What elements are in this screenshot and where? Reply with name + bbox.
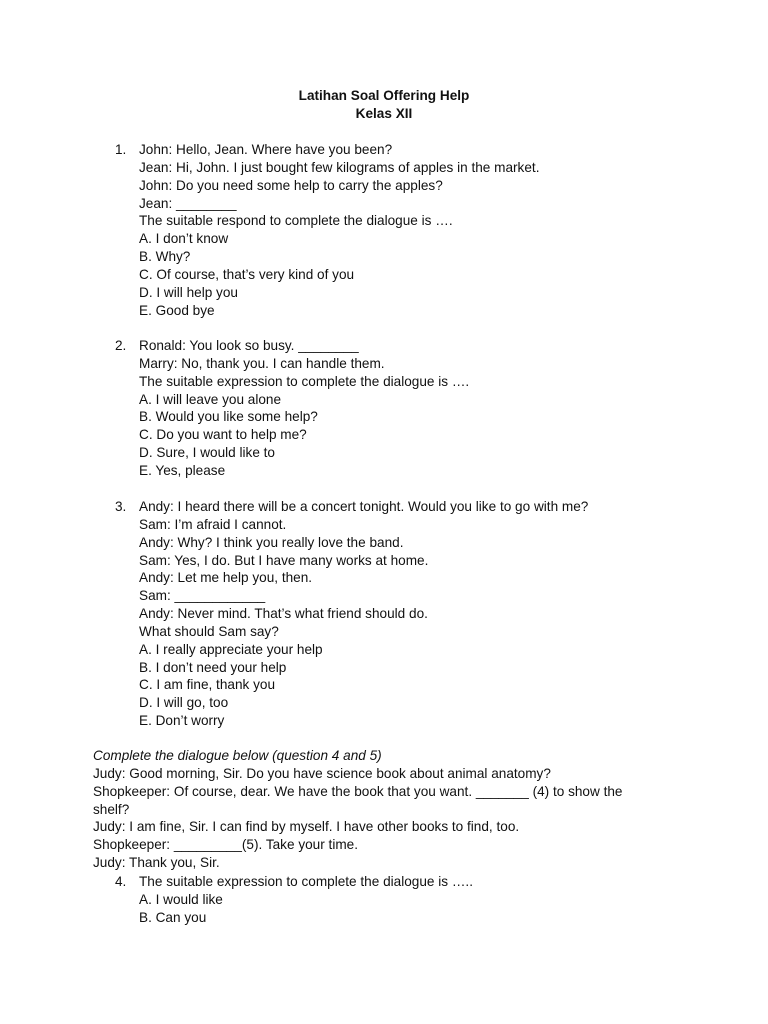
answer-option-e: E. Good bye — [139, 302, 215, 318]
answer-option-c: C. I am fine, thank you — [139, 677, 276, 693]
title-block — [0, 87, 768, 123]
question-line: John: Do you need some help to carry the apples? — [139, 177, 443, 193]
answer-option-c: C. Do you want to help me? — [139, 427, 307, 443]
question-3 — [115, 498, 588, 730]
question-number: 3. — [115, 499, 127, 514]
question-prompt: The suitable expression to complete the dialogue is ….. — [139, 874, 473, 889]
question-line: Sam: Yes, I do. But I have many works at home. — [139, 552, 429, 568]
answer-option-c: C. Of course, that’s very kind of you — [139, 266, 355, 282]
question-number: 2. — [115, 338, 127, 353]
dialogue-instruction: Complete the dialogue below (question 4 and 5) — [93, 748, 382, 763]
answer-option-e: E. Yes, please — [139, 462, 226, 478]
question-4 — [115, 873, 473, 927]
dialogue-line: Judy: I am fine, Sir. I can find by myself. I have other books to find, too. — [93, 819, 520, 835]
question-number: 1. — [115, 142, 127, 157]
question-line: Ronald: You look so busy. ________ — [139, 338, 359, 353]
question-line: Andy: Let me help you, then. — [139, 570, 313, 586]
answer-option-a: A. I would like — [139, 891, 223, 907]
question-line: Sam: ____________ — [139, 588, 266, 604]
dialogue-line: Judy: Good morning, Sir. Do you have science book about animal anatomy? — [93, 765, 551, 781]
question-prompt: What should Sam say? — [139, 623, 279, 639]
page-title: Latihan Soal Offering Help — [298, 88, 470, 103]
answer-option-d: D. I will go, too — [139, 695, 229, 711]
dialogue-line: Judy: Thank you, Sir. — [93, 855, 220, 871]
question-line: Sam: I’m afraid I cannot. — [139, 516, 287, 532]
dialogue-line: Shopkeeper: Of course, dear. We have the book that you want. _______ (4) to show the shelf? — [93, 783, 623, 817]
answer-option-a: A. I don’t know — [139, 231, 229, 247]
answer-option-a: A. I will leave you alone — [139, 391, 282, 407]
question-line: Andy: I heard there will be a concert tonight. Would you like to go with me? — [139, 499, 589, 514]
question-2 — [115, 337, 469, 480]
question-prompt: The suitable expression to complete the dialogue is …. — [139, 373, 470, 389]
question-1 — [115, 141, 539, 319]
answer-option-b: B. Why? — [139, 249, 191, 265]
answer-option-b: B. Can you — [139, 909, 207, 925]
question-line: Andy: Never mind. That’s what friend should do. — [139, 606, 428, 622]
dialogue-line: Shopkeeper: _________(5). Take your time. — [93, 837, 358, 853]
answer-option-a: A. I really appreciate your help — [139, 641, 323, 657]
question-line: Andy: Why? I think you really love the band. — [139, 534, 404, 550]
dialogue-block — [93, 747, 653, 872]
question-line: Marry: No, thank you. I can handle them. — [139, 355, 385, 371]
question-line: Jean: Hi, John. I just bought few kilograms of apples in the market. — [139, 159, 540, 175]
question-number: 4. — [115, 874, 127, 889]
answer-option-b: B. Would you like some help? — [139, 409, 318, 425]
answer-option-e: E. Don’t worry — [139, 713, 225, 729]
question-line: John: Hello, Jean. Where have you been? — [139, 142, 393, 157]
page-subtitle: Kelas XII — [355, 106, 413, 121]
answer-option-b: B. I don’t need your help — [139, 659, 287, 675]
question-prompt: The suitable respond to complete the dialogue is …. — [139, 213, 453, 229]
question-line: Jean: ________ — [139, 195, 237, 211]
answer-option-d: D. I will help you — [139, 284, 238, 300]
answer-option-d: D. Sure, I would like to — [139, 445, 275, 461]
